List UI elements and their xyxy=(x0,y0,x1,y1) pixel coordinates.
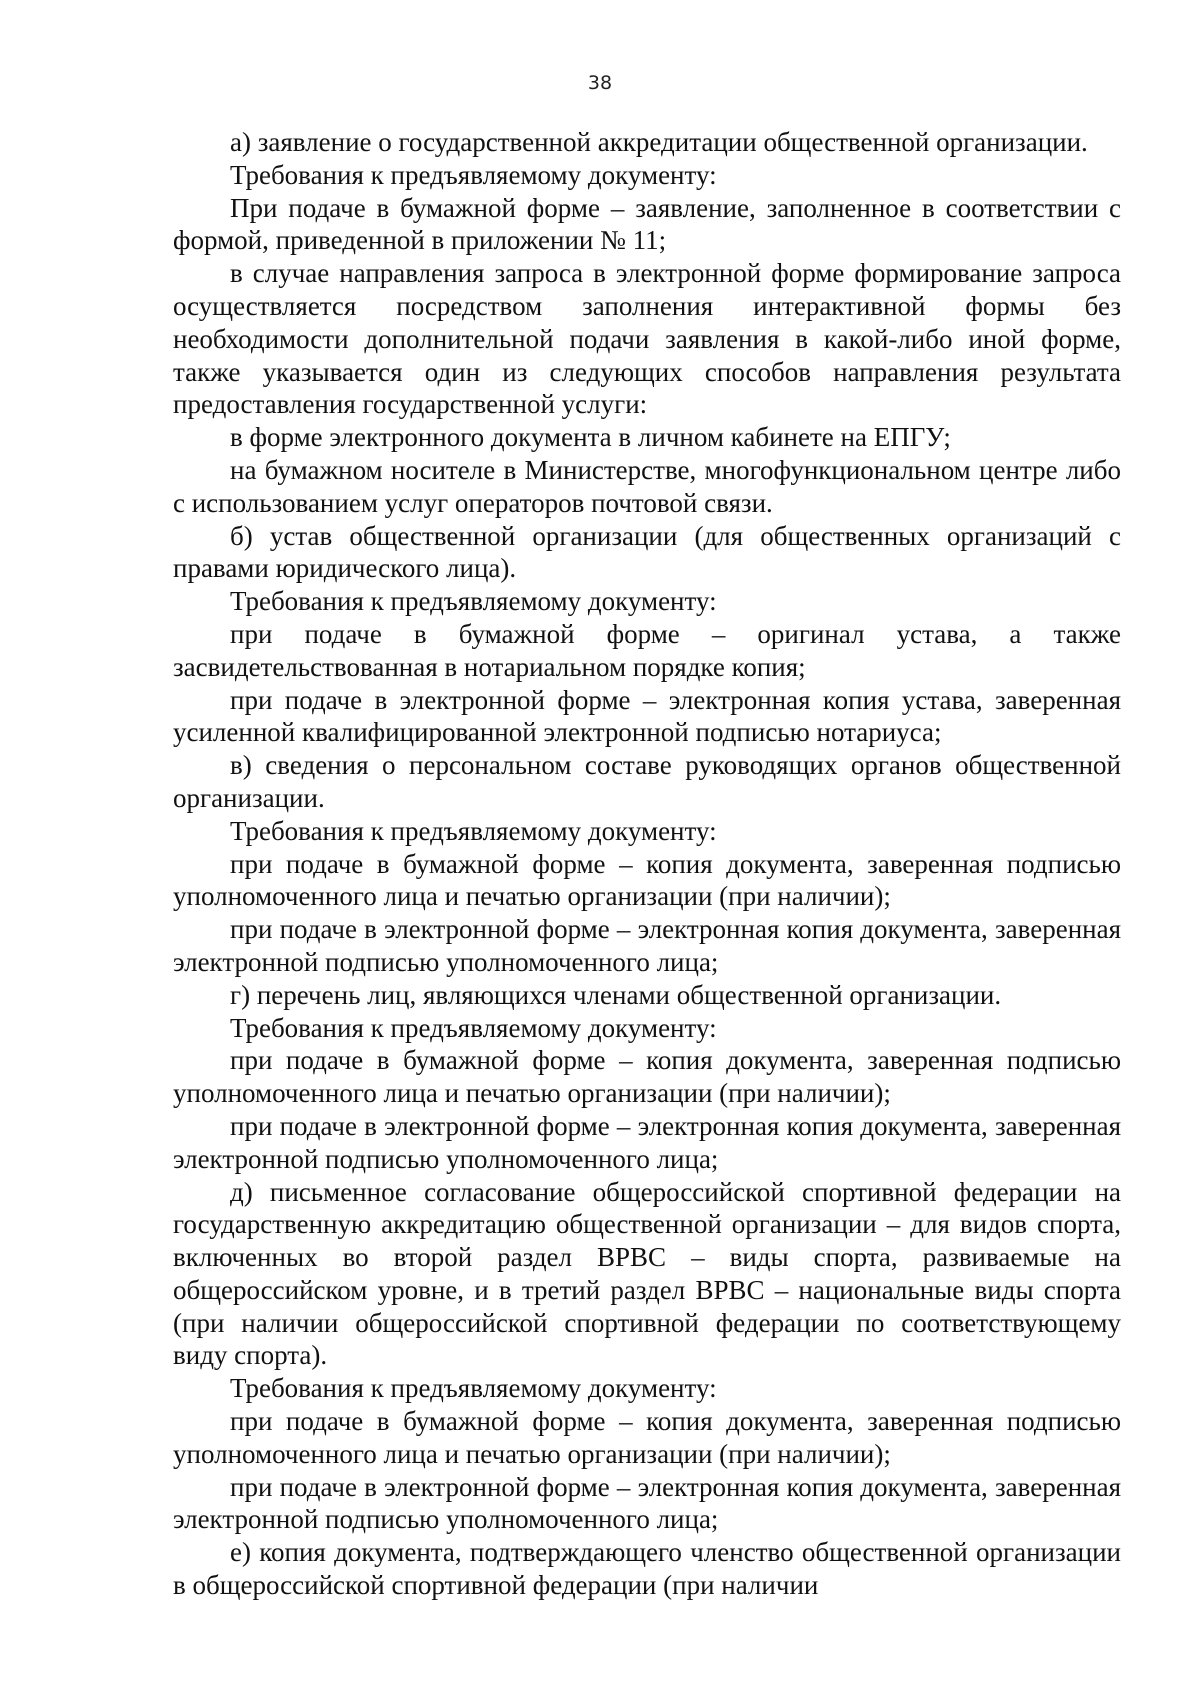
page-number: 38 xyxy=(587,72,613,94)
paragraph: при подаче в электронной форме – электронная копия документа, заверенная электронной подписью уполномоченного лица; xyxy=(173,1471,1121,1535)
paragraph: при подаче в бумажной форме – копия документа, заверенная подписью уполномоченного лица и печатью организации (при наличии); xyxy=(173,1045,1121,1109)
paragraph: при подаче в электронной форме – электронная копия документа, заверенная электронной подписью уполномоченного лица; xyxy=(173,1110,1121,1174)
paragraph: при подаче в электронной форме – электронная копия устава, заверенная усиленной квалифицированной электронной подписью нотариуса; xyxy=(173,684,1121,748)
requirements-heading: Требования к предъявляемому документу: xyxy=(230,586,717,617)
paragraph-item-b-charter: б) устав общественной организации (для общественных организаций с правами юридического лица). xyxy=(173,520,1121,584)
requirements-heading: Требования к предъявляемому документу: xyxy=(230,1373,717,1404)
requirements-heading: Требования к предъявляемому документу: xyxy=(230,159,717,190)
paragraph-item-a-application: а) заявление о государственной аккредитации общественной организации. xyxy=(230,127,1088,157)
paragraph: при подаче в электронной форме – электронная копия документа, заверенная электронной подписью уполномоченного лица; xyxy=(173,914,1121,977)
paragraph: При подаче в бумажной форме – заявление, заполненное в соответствии с формой, приведенной в приложении № 11; xyxy=(173,192,1121,256)
paragraph: при подаче в бумажной форме – копия документа, заверенная подписью уполномоченного лица и печатью организации (при наличии); xyxy=(173,1406,1121,1469)
requirements-heading: Требования к предъявляемому документу: xyxy=(230,1012,717,1043)
document-body xyxy=(173,126,1121,1602)
paragraph-item-v-governing-bodies: в) сведения о персональном составе руководящих органов общественной организации. xyxy=(173,750,1121,813)
paragraph: при подаче в бумажной форме – оригинал устава, а также засвидетельствованная в нотариальном порядке копия; xyxy=(173,618,1121,682)
paragraph-item-e-membership-copy: е) копия документа, подтверждающего членство общественной организации в общероссийской спортивной федерации (при наличии xyxy=(173,1537,1121,1601)
paragraph: при подаче в бумажной форме – копия документа, заверенная подписью уполномоченного лица и печатью организации (при наличии); xyxy=(173,848,1121,912)
paragraph: на бумажном носителе в Министерстве, многофункциональном центре либо с использованием услуг операторов почтовой связи. xyxy=(173,454,1121,518)
paragraph: в случае направления запроса в электронной форме формирование запроса осуществляется посредством заполнения интерактивной формы без необходимости дополнительной подачи заявления в какой-либо иной форме, также указывается один из следующих способов направления результата предоставления государственной услуги: xyxy=(173,258,1121,420)
paragraph-item-d-federation-approval: д) письменное согласование общероссийской спортивной федерации на государственную аккредитацию общественной организации – для видов спорта, включенных во второй раздел ВРВС – виды спорта, развиваемые на общероссийском уровне, и в третий раздел ВРВС – национальные виды спорта (при наличии общероссийской спортивной федерации по соответствующему виду спорта). xyxy=(173,1176,1121,1371)
paragraph: в форме электронного документа в личном кабинете на ЕПГУ; xyxy=(230,422,951,453)
requirements-heading: Требования к предъявляемому документу: xyxy=(230,815,717,846)
paragraph-item-g-members-list: г) перечень лиц, являющихся членами общественной организации. xyxy=(230,979,1002,1010)
